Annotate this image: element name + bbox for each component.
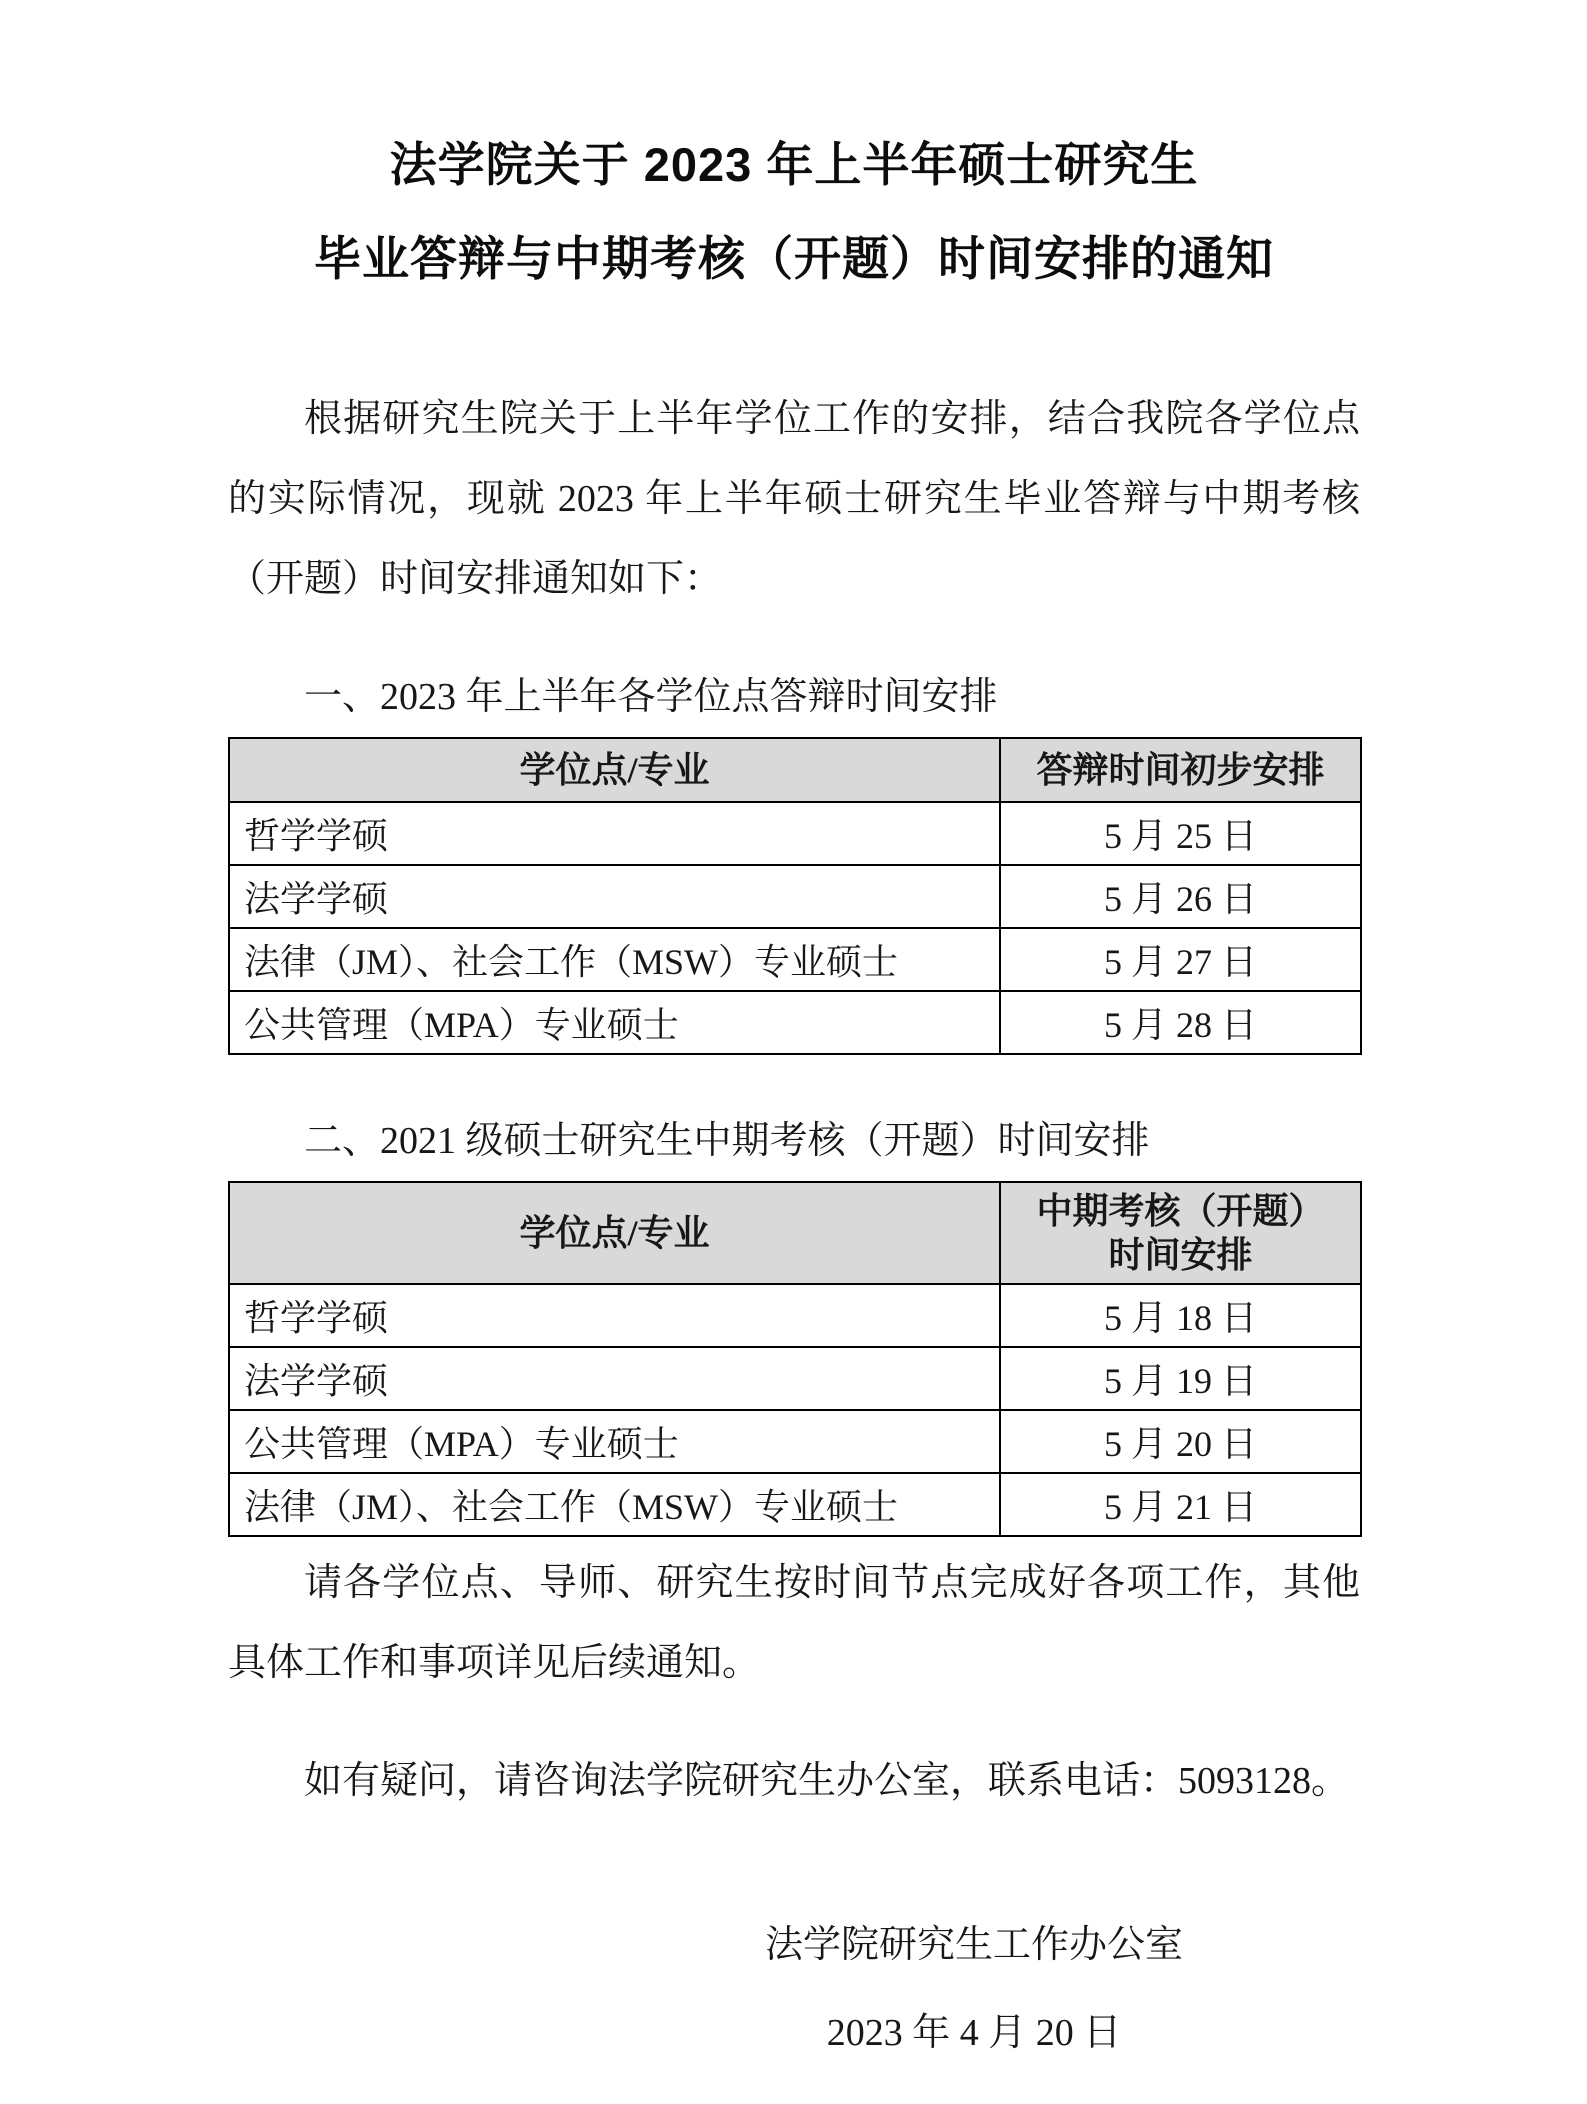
- table-header-row: [229, 1182, 1361, 1284]
- date-cell: 5 月 18 日: [1000, 1284, 1361, 1347]
- major-cell: 法律（JM）、社会工作（MSW）专业硕士: [229, 1473, 1000, 1536]
- section2-heading: 二、2021 级硕士研究生中期考核（开题）时间安排: [304, 1120, 1150, 1162]
- section1-heading: 一、2023 年上半年各学位点答辩时间安排: [304, 676, 998, 718]
- table-row: [229, 1284, 1361, 1347]
- signature-date: 2023 年 4 月 20 日: [826, 2012, 1122, 2054]
- major-cell: 哲学学硕: [229, 802, 1000, 865]
- header-date-line2: 时间安排: [1108, 1235, 1253, 1275]
- date-cell: 5 月 28 日: [1000, 991, 1361, 1054]
- table-row: [229, 991, 1361, 1054]
- major-cell: 公共管理（MPA）专业硕士: [229, 991, 1000, 1054]
- closing-paragraph: 请各学位点、导师、研究生按时间节点完成好各项工作，其他具体工作和事项详见后续通知。: [228, 1562, 1360, 1684]
- table-row: [229, 865, 1361, 928]
- document-title-line1: 法学院关于 2023 年上半年硕士研究生: [389, 138, 1199, 191]
- table-row: [229, 1347, 1361, 1410]
- major-cell: 哲学学硕: [229, 1284, 1000, 1347]
- table-row: [229, 802, 1361, 865]
- header-date-line1: 中期考核（开题）: [1036, 1191, 1325, 1231]
- date-cell: 5 月 19 日: [1000, 1347, 1361, 1410]
- date-cell: 5 月 21 日: [1000, 1473, 1361, 1536]
- major-cell: 公共管理（MPA）专业硕士: [229, 1410, 1000, 1473]
- document-title-line2: 毕业答辩与中期考核（开题）时间安排的通知: [314, 232, 1274, 285]
- major-cell: 法律（JM）、社会工作（MSW）专业硕士: [229, 928, 1000, 991]
- table-header-row: [229, 738, 1361, 802]
- signature-block: [765, 1905, 1183, 2073]
- document-title: [228, 118, 1360, 306]
- header-cell-date: 答辩时间初步安排: [1000, 738, 1361, 802]
- header-cell-date: [1000, 1182, 1361, 1284]
- contact-line: 如有疑问，请咨询法学院研究生办公室，联系电话：5093128。: [304, 1760, 1350, 1802]
- date-cell: 5 月 27 日: [1000, 928, 1361, 991]
- midterm-schedule-table: [228, 1181, 1362, 1537]
- date-cell: 5 月 25 日: [1000, 802, 1361, 865]
- major-cell: 法学学硕: [229, 1347, 1000, 1410]
- header-cell-major: 学位点/专业: [229, 1182, 1000, 1284]
- defense-schedule-table: [228, 737, 1362, 1055]
- header-cell-major: 学位点/专业: [229, 738, 1000, 802]
- table-row: [229, 1473, 1361, 1536]
- date-cell: 5 月 26 日: [1000, 865, 1361, 928]
- major-cell: 法学学硕: [229, 865, 1000, 928]
- date-cell: 5 月 20 日: [1000, 1410, 1361, 1473]
- table-row: [229, 928, 1361, 991]
- table-row: [229, 1410, 1361, 1473]
- intro-paragraph: 根据研究生院关于上半年学位工作的安排，结合我院各学位点的实际情况，现就 2023 年上半年硕士研究生毕业答辩与中期考核（开题）时间安排通知如下：: [228, 398, 1360, 600]
- signature-office: 法学院研究生工作办公室: [764, 1924, 1183, 1966]
